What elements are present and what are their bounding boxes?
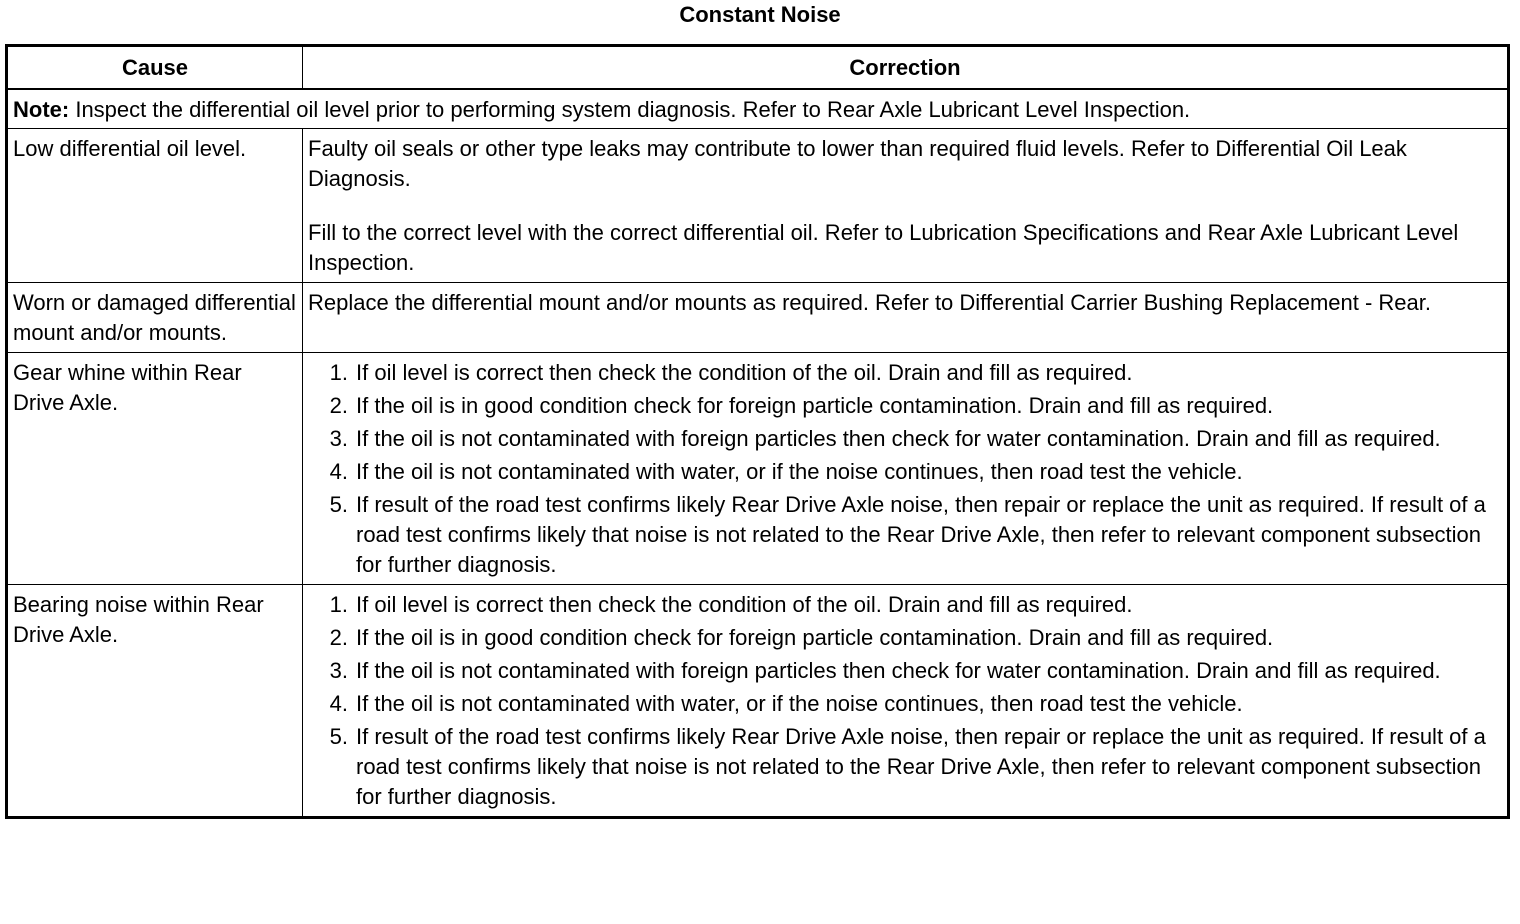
step-number: 5. <box>329 724 348 749</box>
list-item <box>308 689 1503 719</box>
note-cell <box>7 89 1509 129</box>
step-number: 1. <box>329 592 348 617</box>
step-number: 2. <box>329 393 348 418</box>
note-label: Note: <box>13 97 70 122</box>
step-number: 4. <box>329 459 348 484</box>
note-row <box>7 89 1509 129</box>
step-text: If the oil is not contaminated with water, or if the noise continues, then road test the vehicle. <box>356 459 1243 484</box>
step-number: 3. <box>329 658 348 683</box>
step-number: 1. <box>329 360 348 385</box>
correction-column-header: Correction <box>303 46 1509 90</box>
list-item <box>308 490 1503 580</box>
cause-cell: Bearing noise within Rear Drive Axle. <box>7 585 303 818</box>
step-text: If the oil is not contaminated with foreign particles then check for water contamination. Drain and fill as required. <box>356 658 1441 683</box>
cause-cell: Worn or damaged differential mount and/or mounts. <box>7 283 303 353</box>
table-row <box>7 585 1509 818</box>
correction-paragraph: Fill to the correct level with the correct differential oil. Refer to Lubrication Specifications and Rear Axle Lubricant Level Inspection. <box>308 220 1459 275</box>
list-item <box>308 424 1503 454</box>
correction-cell <box>303 353 1509 585</box>
list-item <box>308 391 1503 421</box>
table-header-row <box>7 46 1509 90</box>
step-text: If result of the road test confirms likely Rear Drive Axle noise, then repair or replace the unit as required. If result of a road test confirms likely that noise is not related to the Rear Drive Axle, then refer to relevant component subsection for further diagnosis. <box>356 492 1486 577</box>
list-item <box>308 722 1503 812</box>
cause-cell: Gear whine within Rear Drive Axle. <box>7 353 303 585</box>
list-item <box>308 656 1503 686</box>
step-text: If result of the road test confirms likely Rear Drive Axle noise, then repair or replace the unit as required. If result of a road test confirms likely that noise is not related to the Rear Drive Axle, then refer to relevant component subsection for further diagnosis. <box>356 724 1486 809</box>
table-row <box>7 283 1509 353</box>
step-text: If the oil is in good condition check for foreign particle contamination. Drain and fill as required. <box>356 625 1274 650</box>
step-text: If the oil is not contaminated with foreign particles then check for water contamination. Drain and fill as required. <box>356 426 1441 451</box>
list-item <box>308 457 1503 487</box>
page-title: Constant Noise <box>679 2 841 27</box>
step-number: 4. <box>329 691 348 716</box>
step-list <box>308 590 1503 812</box>
cause-column-header: Cause <box>7 46 303 90</box>
step-list <box>308 358 1503 580</box>
step-number: 5. <box>329 492 348 517</box>
list-item <box>308 358 1503 388</box>
correction-paragraph: Replace the differential mount and/or mounts as required. Refer to Differential Carrier Bushing Replacement - Rear. <box>308 290 1431 315</box>
correction-cell <box>303 283 1509 353</box>
list-item <box>308 623 1503 653</box>
table-row <box>7 129 1509 283</box>
step-number: 3. <box>329 426 348 451</box>
correction-cell <box>303 129 1509 283</box>
table-row <box>7 353 1509 585</box>
step-text: If the oil is in good condition check for foreign particle contamination. Drain and fill as required. <box>356 393 1274 418</box>
cause-cell: Low differential oil level. <box>7 129 303 283</box>
list-item <box>308 590 1503 620</box>
step-text: If oil level is correct then check the condition of the oil. Drain and fill as required. <box>356 360 1133 385</box>
step-number: 2. <box>329 625 348 650</box>
step-text: If the oil is not contaminated with water, or if the noise continues, then road test the vehicle. <box>356 691 1243 716</box>
correction-cell <box>303 585 1509 818</box>
step-text: If oil level is correct then check the condition of the oil. Drain and fill as required. <box>356 592 1133 617</box>
diagnosis-table <box>5 44 1510 819</box>
note-text: Inspect the differential oil level prior to performing system diagnosis. Refer to Rear Axle Lubricant Level Inspection. <box>69 97 1191 122</box>
correction-paragraph: Faulty oil seals or other type leaks may contribute to lower than required fluid levels. Refer to Differential Oil Leak Diagnosis. <box>308 136 1407 191</box>
